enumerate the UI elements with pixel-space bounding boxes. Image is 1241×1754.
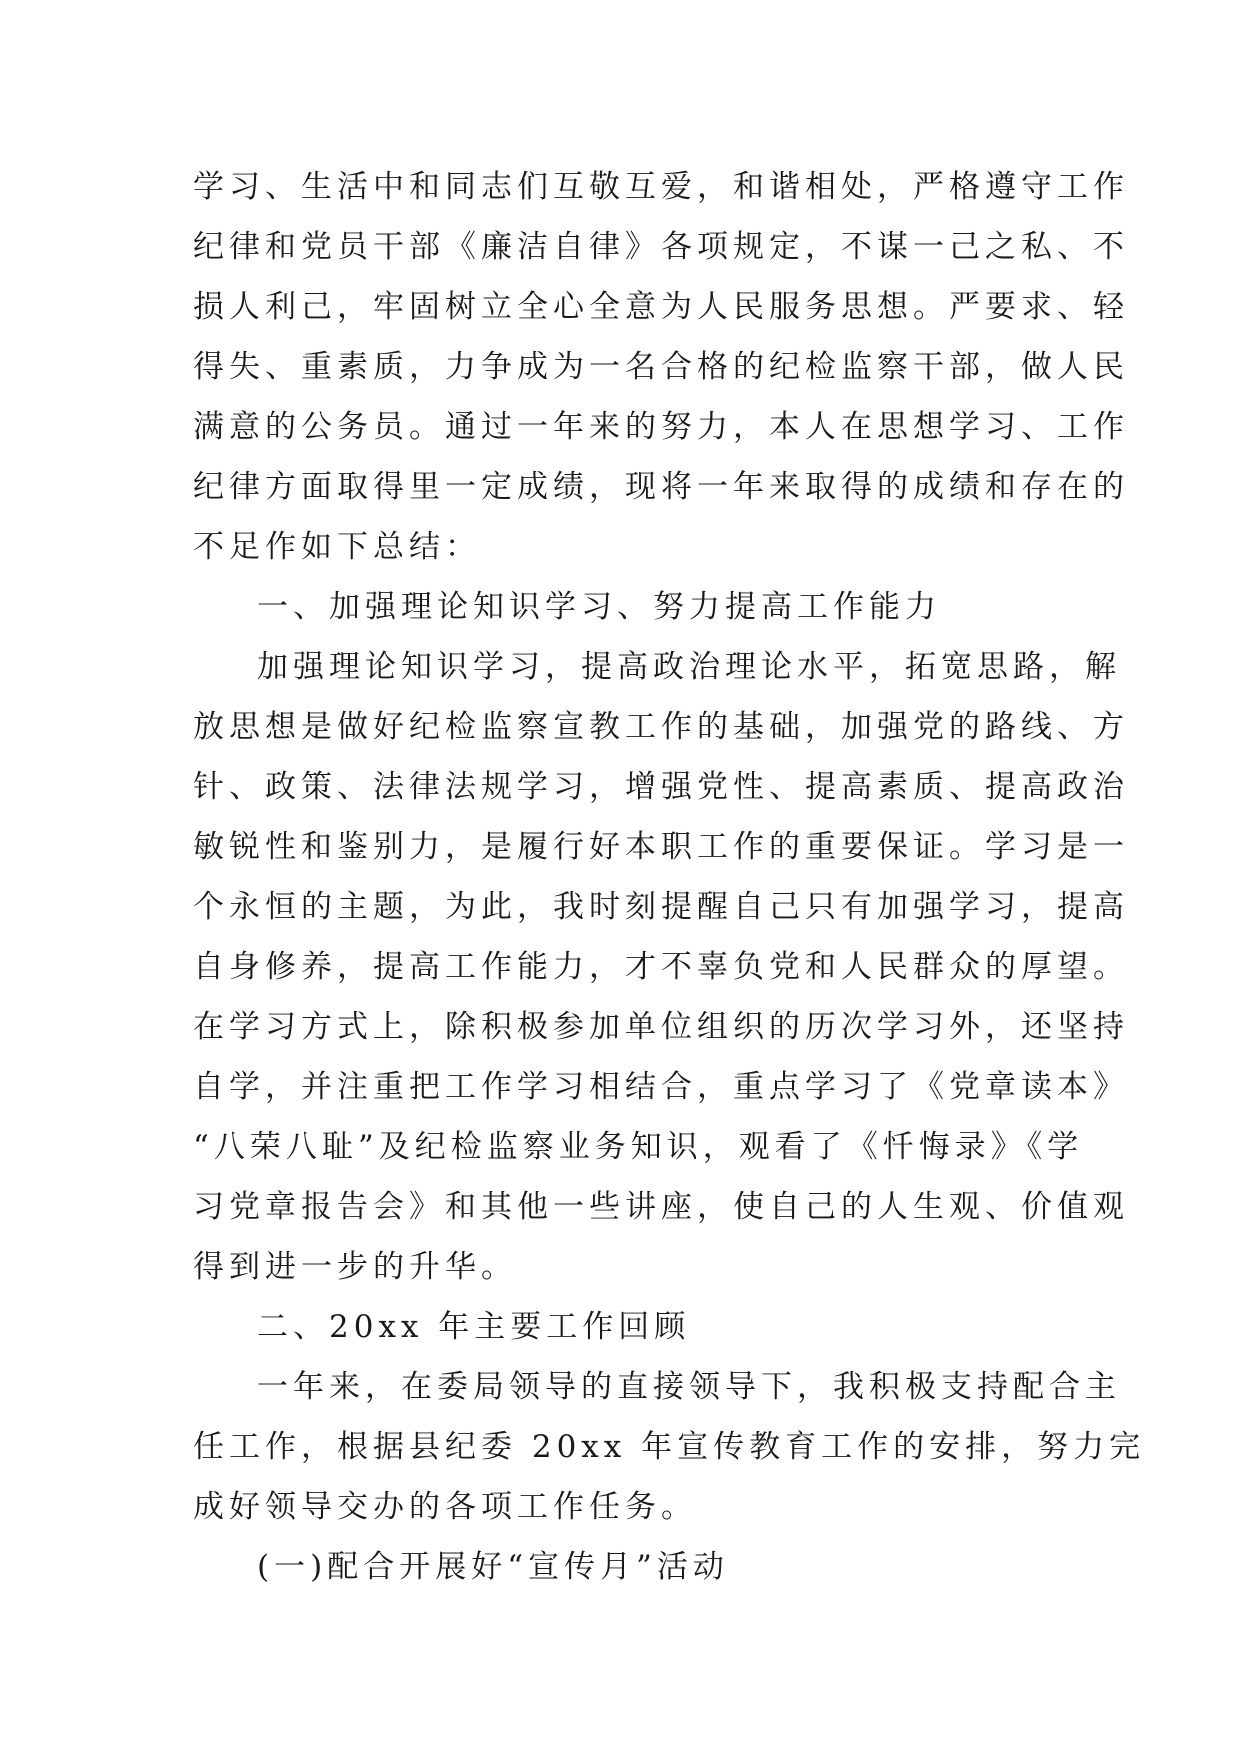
text-line: 纪律方面取得里一定成绩，现将一年来取得的成绩和存在的 bbox=[193, 469, 1129, 505]
section-heading: 一、加强理论知识学习、努力提高工作能力 bbox=[257, 589, 941, 625]
text-line: “八荣八耻”及纪检监察业务知识，观看了《忏悔录》《学 bbox=[193, 1129, 1084, 1165]
text-line: 任工作，根据县纪委 20xx 年宣传教育工作的安排，努力完 bbox=[193, 1429, 1146, 1465]
text-line: 学习、生活中和同志们互敬互爱，和谐相处，严格遵守工作 bbox=[193, 169, 1129, 205]
text-line: 满意的公务员。通过一年来的努力，本人在思想学习、工作 bbox=[193, 409, 1129, 445]
text-line: 自学，并注重把工作学习相结合，重点学习了《党章读本》 bbox=[193, 1069, 1129, 1105]
text-line: 自身修养，提高工作能力，才不辜负党和人民群众的厚望。 bbox=[193, 949, 1129, 985]
section-heading: 二、20xx 年主要工作回顾 bbox=[257, 1309, 691, 1345]
text-line: 习党章报告会》和其他一些讲座，使自己的人生观、价值观 bbox=[193, 1189, 1129, 1225]
text-line: 纪律和党员干部《廉洁自律》各项规定，不谋一己之私、不 bbox=[193, 229, 1129, 265]
text-line: 在学习方式上，除积极参加单位组织的历次学习外，还坚持 bbox=[193, 1009, 1129, 1045]
text-line: 一年来，在委局领导的直接领导下，我积极支持配合主 bbox=[257, 1369, 1121, 1405]
subsection-heading: (一)配合开展好“宣传月”活动 bbox=[257, 1549, 729, 1585]
text-line: 针、政策、法律法规学习，增强党性、提高素质、提高政治 bbox=[193, 769, 1129, 805]
text-line: 放思想是做好纪检监察宣教工作的基础，加强党的路线、方 bbox=[193, 709, 1129, 745]
document-body bbox=[193, 157, 1146, 1597]
text-line: 得到进一步的升华。 bbox=[193, 1249, 517, 1285]
text-line: 损人利己，牢固树立全心全意为人民服务思想。严要求、轻 bbox=[193, 289, 1129, 325]
text-line: 成好领导交办的各项工作任务。 bbox=[193, 1489, 697, 1525]
text-line: 个永恒的主题，为此，我时刻提醒自己只有加强学习，提高 bbox=[193, 889, 1129, 925]
text-line: 加强理论知识学习，提高政治理论水平，拓宽思路，解 bbox=[257, 649, 1121, 685]
text-line: 敏锐性和鉴别力，是履行好本职工作的重要保证。学习是一 bbox=[193, 829, 1129, 865]
text-line: 不足作如下总结： bbox=[193, 529, 481, 565]
text-line: 得失、重素质，力争成为一名合格的纪检监察干部，做人民 bbox=[193, 349, 1129, 385]
